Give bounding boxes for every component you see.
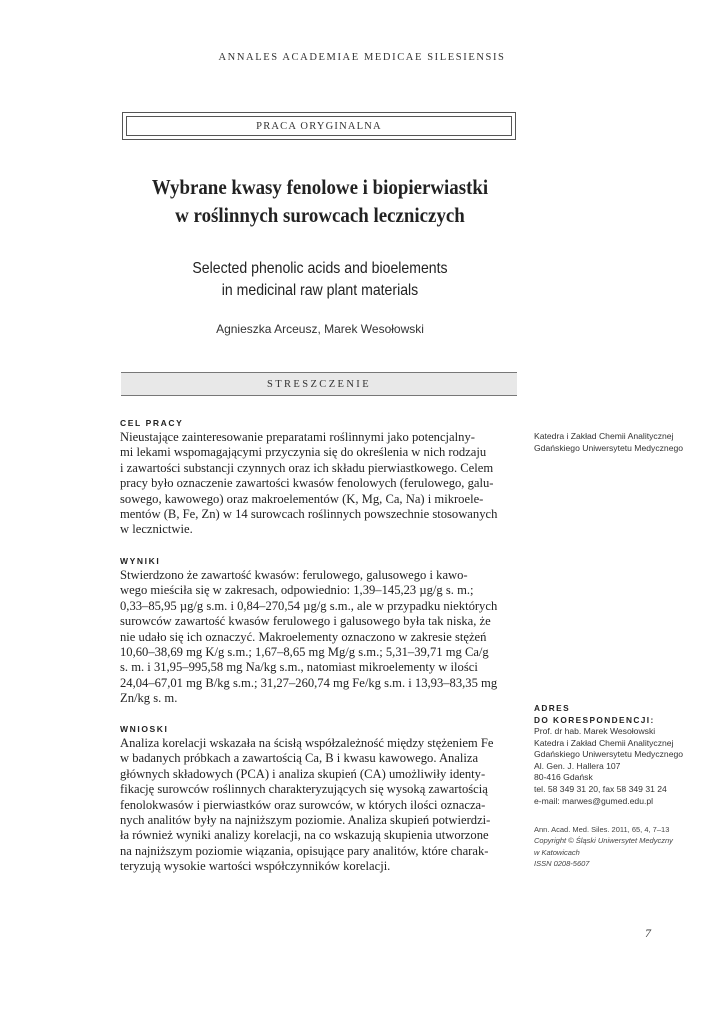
text-line: fikację surowców roślinnych charakteryzujących się wysoką zawartością [120, 782, 488, 797]
affiliation [534, 431, 704, 454]
text-line: wego mieściła się w zakresach, odpowiednio: 1,39–145,23 µg/g s. m.; [120, 583, 474, 598]
address-line: Prof. dr hab. Marek Wesołowski [534, 726, 656, 736]
journal-header: ANNALES ACADEMIAE MEDICAE SILESIENSIS [218, 52, 506, 63]
correspondence-label-line: ADRES [534, 703, 571, 713]
section-text-aim [120, 430, 517, 538]
copyright-line: w Katowicach [534, 847, 580, 857]
affiliation-line: Katedra i Zakład Chemii Analitycznej [534, 431, 674, 441]
correspondence-address [534, 726, 704, 807]
text-line: 0,33–85,95 µg/g s.m. i 0,84–270,54 µg/g s.m., ale w przypadku niektórych [120, 598, 498, 613]
text-line: fenolokwasów i pierwiastków oraz surowców, w których ilości oznacza- [120, 797, 486, 812]
section-label-aim: CEL PRACY [120, 418, 184, 428]
title-english-line-1: Selected phenolic acids and bioelements [192, 260, 448, 277]
address-line: Katedra i Zakład Chemii Analitycznej [534, 737, 674, 748]
affiliation-line: Gdańskiego Uniwersytetu Medycznego [534, 442, 684, 453]
section-label-results: WYNIKI [120, 556, 161, 566]
article-type-box [122, 112, 516, 140]
address-line: Gdańskiego Uniwersytetu Medycznego [534, 749, 684, 760]
text-line: teryzują wysokie wartości współczynników korelacji. [120, 859, 391, 874]
address-line: Al. Gen. J. Hallera 107 [534, 760, 621, 771]
email-link[interactable]: e-mail: marwes@gumed.edu.pl [534, 795, 654, 806]
text-line: surowców zawartość kwasów ferulowego i galusowego była tak niska, że [120, 614, 491, 629]
section-text-results [120, 568, 517, 707]
text-line: 24,04–67,01 mg B/kg s.m.; 31,27–260,74 mg Fe/kg s.m. i 13,93–83,35 mg [120, 675, 498, 690]
text-line: sowego, kawowego) oraz makroelementów (K, Mg, Ca, Na) i mikroele- [120, 491, 484, 506]
address-line: tel. 58 349 31 20, fax 58 349 31 24 [534, 783, 667, 794]
text-line: nie udało się ich oznaczyć. Makroelementy oznaczono w zakresie stężeń [120, 629, 487, 644]
issn: ISSN 0208-5607 [534, 858, 590, 868]
title-english-line-2: in medicinal raw plant materials [221, 282, 419, 299]
copyright-line: Copyright © Śląski Uniwersytet Medyczny [534, 836, 673, 846]
article-type-label: PRACA ORYGINALNA [126, 116, 512, 136]
correspondence-label-line: DO KORESPONDENCJI: [534, 715, 655, 726]
abstract-heading: STRESZCZENIE [121, 372, 517, 396]
section-text-conclusions [120, 736, 517, 875]
text-line: na najniższym poziomie wiązania, opisujące pary analitów, które charak- [120, 843, 489, 858]
text-line: w lecznictwie. [120, 522, 193, 537]
text-line: Zn/kg s. m. [120, 691, 178, 706]
text-line: Nieustające zainteresowanie preparatami roślinnymi jako potencjalny- [120, 430, 475, 444]
text-line: ła również wyniki analizy korelacji, na co wskazują skupienia utworzone [120, 828, 489, 843]
text-line: 10,60–38,69 mg K/g s.m.; 1,67–8,65 mg Mg/g s.m.; 5,31–39,71 mg Ca/g [120, 645, 489, 660]
text-line: Stwierdzono że zawartość kwasów: ferulowego, galusowego i kawo- [120, 568, 468, 582]
section-label-conclusions: WNIOSKI [120, 724, 169, 734]
title-polish-line-1: Wybrane kwasy fenolowe i biopierwiastki [151, 175, 489, 199]
correspondence-label [534, 702, 655, 727]
address-line: 80-416 Gdańsk [534, 772, 593, 783]
title-polish-line-2: w roślinnych surowcach leczniczych [175, 203, 465, 227]
text-line: Analiza korelacji wskazała na ścisłą współzależność między stężeniem Fe [120, 736, 494, 750]
text-line: mi lekami wspomagającymi przyczynia się do określenia w nich rodzaju [120, 445, 487, 460]
text-line: w badanych próbkach a zawartością Ca, B i kwasu kawowego. Analiza [120, 751, 479, 766]
text-line: pracy było oznaczenie zawartości kwasów fenolowych (ferulowego, galu- [120, 476, 494, 491]
authors: Agnieszka Arceusz, Marek Wesołowski [216, 322, 424, 336]
citation: Ann. Acad. Med. Siles. 2011, 65, 4, 7–13 [534, 825, 670, 834]
citation-block [534, 824, 704, 869]
text-line: s. m. i 31,95–995,58 mg Na/kg s.m., natomiast mikroelementy w ilości [120, 660, 478, 675]
text-line: głównych składowych (PCA) i analiza skupień (CA) umożliwiły identy- [120, 766, 486, 781]
text-line: i zawartości substancji czynnych oraz ich składu pierwiastkowego. Celem [120, 460, 494, 475]
title-english [126, 258, 513, 302]
title-polish [122, 173, 518, 229]
text-line: nych analitów były na najniższym poziomie. Analiza skupień potwierdzi- [120, 813, 491, 828]
page-number: 7 [645, 926, 651, 940]
text-line: mentów (B, Fe, Zn) w 14 surowcach roślinnych powszechnie stosowanych [120, 507, 498, 522]
